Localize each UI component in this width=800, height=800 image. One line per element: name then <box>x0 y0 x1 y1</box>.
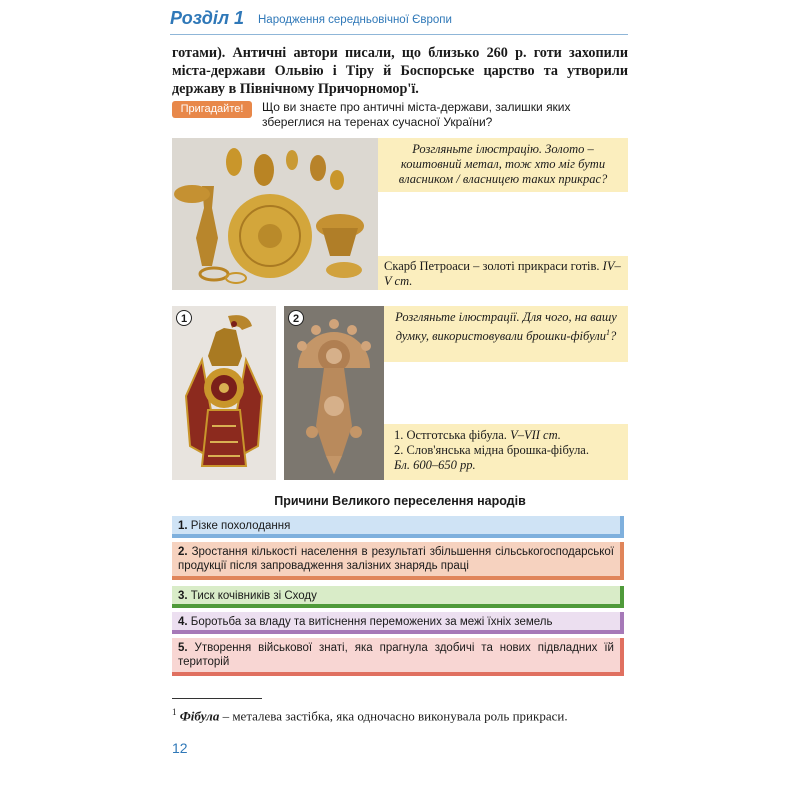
illustration2-caption <box>384 424 628 480</box>
cause-number: 1. <box>178 520 191 532</box>
remember-question: Що ви знаєте про античні міста-держави, залишки яких збереглися на теренах сучасної України? <box>262 100 571 129</box>
caption-line-1 <box>394 428 618 443</box>
figure-number-2: 2 <box>288 310 304 326</box>
caption-line-3 <box>394 458 618 473</box>
cause-text: Боротьба за владу та витіснення переможених за межі їхніх земель <box>190 616 553 628</box>
caption-line-1-date: V–VII ст. <box>510 428 561 442</box>
footnote-divider <box>172 698 262 699</box>
footnote <box>172 704 628 724</box>
cause-text: Зростання кількості населення в результаті збільшення сільськогосподарської продукції після запровадження залізних знарядь праці <box>178 546 614 572</box>
cause-text: Утворення військової знаті, яка прагнула здобичі та нових підвладних їй територій <box>178 642 614 668</box>
chapter-title: Розділ 1 <box>170 8 245 28</box>
chapter-subtitle: Народження середньовічної Європи <box>258 14 452 26</box>
cause-text: Тиск кочівників зі Сходу <box>190 590 317 602</box>
illustration1-prompt: Розгляньте ілюстрацію. Золото – коштовний метал, тож хто міг бути власником / власницею таких прикрас? <box>378 138 628 192</box>
figure-number-1: 1 <box>176 310 192 326</box>
caption-line-1-text: 1. Остготська фібула. <box>394 428 507 442</box>
remember-badge: Пригадайте! <box>172 101 252 118</box>
caption-date: IV–V ст. <box>384 259 621 288</box>
cause-number: 3. <box>178 590 191 602</box>
illustration1-caption <box>378 256 628 290</box>
cause-item-3 <box>172 586 624 608</box>
body-text: готами). Античні автори писали, що близько 260 р. готи захопили міста-держави Ольвію і Тіру й Боспорське царство та утворили державу в Північному Причорномор'ї. <box>172 45 628 97</box>
caption-line-3-date: Бл. 600–650 рр. <box>394 458 476 472</box>
caption-text: Скарб Петроаси – золоті прикраси готів. <box>384 259 600 273</box>
page-number: 12 <box>172 740 188 756</box>
cause-item-2 <box>172 542 624 580</box>
footnote-ref: 1 <box>606 328 611 337</box>
footnote-definition: – металева застібка, яка одночасно виконувала роль прикраси. <box>219 708 568 724</box>
gold-treasure-image <box>172 138 378 290</box>
footnote-mark: 1 <box>172 707 177 717</box>
cause-number: 5. <box>178 642 195 654</box>
ostrogoth-fibula-photo <box>172 306 276 480</box>
prompt-text: Розгляньте ілюстрації. Для чого, на вашу думку, використовували брошки-фібули <box>395 310 617 344</box>
cause-number: 2. <box>178 546 192 558</box>
cause-item-4 <box>172 612 624 634</box>
footnote-term: Фібула <box>179 708 220 724</box>
prompt-end: ? <box>610 329 617 344</box>
slavic-fibula-photo <box>284 306 384 480</box>
petroasa-treasure-photo <box>172 138 378 290</box>
illustration2-prompt <box>384 306 628 362</box>
body-paragraph <box>172 44 628 98</box>
cause-number: 4. <box>178 616 191 628</box>
cause-item-1 <box>172 516 624 538</box>
header-divider <box>170 34 628 35</box>
illustration1-spacer <box>378 192 628 256</box>
eagle-fibula-image <box>172 306 276 480</box>
copper-brooch-image <box>284 306 384 480</box>
cause-item-5 <box>172 638 624 676</box>
causes-title: Причини Великого переселення народів <box>274 494 526 508</box>
cause-text: Різке похолодання <box>190 520 291 532</box>
caption-line-2: 2. Слов'янська мідна брошка-фібула. <box>394 443 589 457</box>
